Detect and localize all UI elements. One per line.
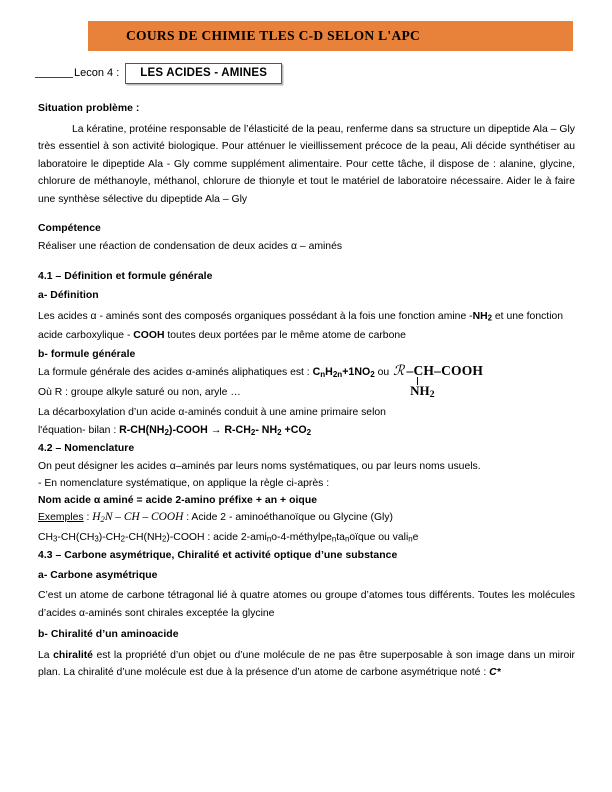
competence-body: Réaliser une réaction de condensation de deux acides α – aminés — [38, 240, 343, 252]
structural-formula-main — [393, 363, 483, 378]
decarboxylation-text: La décarboxylation d’un acide α-aminés conduit à une amine primaire selon — [38, 407, 386, 419]
lesson-rule — [35, 77, 73, 78]
equation-label: l'équation- bilan : — [38, 424, 120, 436]
structural-chain: –CH–COOH — [406, 362, 484, 378]
chirality-text-2: est la propriété d’un objet ou d’une molécule de ne pas être superposable à son image dans un miroir plan. La chiralité d’une molécule est due à la présence d’un atome de carbone asymétrique noté : — [38, 649, 575, 679]
r-group-note: Où R : groupe alkyle saturé ou non, aryle … — [38, 386, 241, 398]
chirality-text-1: La — [38, 649, 54, 661]
lesson-label: Lecon 4 : — [74, 67, 120, 79]
formula-or-text: ou — [374, 366, 390, 378]
definition-paragraph — [38, 308, 575, 345]
examples-line-1 — [38, 509, 575, 528]
decarboxylation-equation-line — [38, 422, 575, 441]
examples-colon: : — [83, 512, 93, 524]
example-1-text: : Acide 2 - aminoéthanoïque ou Glycine (Gly) — [183, 512, 393, 524]
chirality-body — [38, 647, 575, 682]
situation-heading: Situation problème : — [38, 103, 140, 114]
nomenclature-p1: On peut désigner les acides α–aminés par leurs noms systématiques, ou par leurs noms usuels. — [38, 460, 481, 472]
lesson-row — [35, 62, 282, 84]
competence-heading: Compétence — [38, 223, 101, 235]
section-4-1-b-heading: b- formule générale — [38, 349, 136, 361]
chirality-keyword: chiralité — [53, 649, 93, 661]
nomenclature-rule: Nom acide α aminé = acide 2-amino préfixe + an + oique — [38, 494, 318, 506]
examples-label: Exemples — [38, 512, 84, 524]
section-4-2-heading: 4.2 – Nomenclature — [38, 443, 135, 455]
reaction-arrow-icon: → — [210, 423, 222, 436]
nomenclature-p2: - En nomenclature systématique, on applique la règle ci-après : — [38, 478, 330, 490]
section-4-1-a-heading: a- Définition — [38, 290, 99, 302]
cooh-group: COOH — [133, 329, 165, 341]
section-4-3-b-heading: b- Chiralité d’un aminoacide — [38, 629, 179, 641]
situation-body: La kératine, protéine responsable de l’élasticité de la peau, renferme dans sa structure un dipeptide Ala – Gly très essentiel à son activité biologique. Pour atténuer le vieillissement précoce de la peau, Ali décide synthétiser au laboratoire le dipeptide Ala - Gly comme supplément alimentaire. Pour cette tâche, il dispose de : alanine, glycine, chlorure de méthanoyle, méthanol, chlorure de thionyle et tout le matériel de laboratoire nécessaire. Aider le à faire une synthèse sélective du dipeptide Ala – Gly — [38, 123, 575, 205]
nh2-group: $NH_2$ — [472, 310, 492, 323]
lesson-title-box: LES ACIDES - AMINES — [125, 63, 282, 84]
section-4-1-heading: 4.1 – Définition et formule générale — [38, 270, 213, 282]
equation-reactant: $R-CH(NH_2)$-COOH — [119, 423, 208, 437]
example-1-formula: $H_2N$ – CH – COOH — [92, 511, 184, 525]
r-group-symbol: ℛ — [393, 363, 405, 379]
definition-text-3: toutes deux portées par le même atome de carbone — [164, 329, 406, 341]
formula-intro-text: La formule générale des acides α-aminés aliphatiques est : — [38, 366, 313, 378]
structural-amine-group: $NH_2$ — [410, 382, 435, 401]
asymmetric-carbon-body: C’est un atome de carbone tétragonal lié à quatre atomes ou groupe d’atomes tous différents. Toutes les molécules d’acides α-aminés sont chirales exceptée la glycine — [38, 590, 575, 619]
definition-text-1: Les acides α - aminés sont des composés organiques possédant à la fois une fonction amine - — [38, 310, 473, 322]
section-4-3-a-heading: a- Carbone asymétrique — [38, 569, 158, 581]
general-formula-chem: $C_nH_{2n}+1NO_2$ — [312, 365, 375, 379]
structural-formula — [393, 362, 484, 401]
c-star-symbol: C* — [489, 667, 501, 679]
course-banner — [88, 21, 573, 51]
equation-products: $R-CH_2-$ $NH_2 +CO_2$ — [224, 423, 312, 437]
banner-title: COURS DE CHIMIE TLES C-D SELON L'APC — [126, 28, 421, 43]
definition-text-2: et une fonction acide carboxylique - — [38, 310, 564, 341]
section-4-3-heading: 4.3 – Carbone asymétrique, Chiralité et activité optique d’une substance — [38, 550, 398, 562]
document-body — [38, 101, 575, 682]
examples-line-2: $CH_3-CH(CH_3)-CH_2-CH(NH_2)$-COOH : acide $2-ami_no-4-méthylpe_nta_noïque$ ou vali$_n$e — [38, 531, 419, 544]
